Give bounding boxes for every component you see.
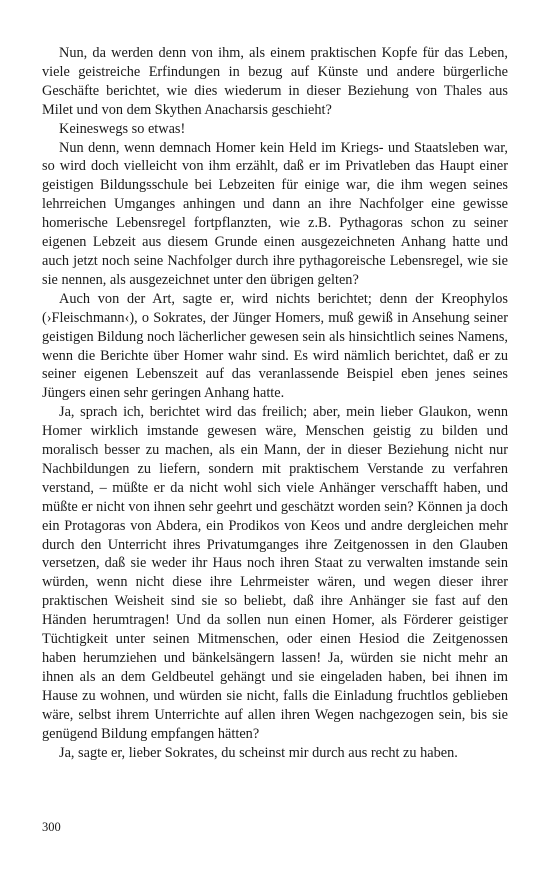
page-body: [42, 44, 508, 762]
paragraph-3: Nun denn, wenn demnach Homer kein Held im Kriegs- und Staatsleben war, so wird doch vielleicht von ihm erzählt, daß er im Privatleben das Haupt einer geistigen Bildungsschule bei Lebzeiten für einige war, die ihm wegen seines lehrreichen Umganges anhingen und dann an ihre Nachfolger eine gewisse homerische Lebensregel fortpflanzten, wie z.B. Pythagoras schon zu seiner eigenen Lebzeit aus diesem Grunde einen ausgezeichneten Anhang hatte und auch jetzt noch seine Nachfolger durch ihre pythagoreische Lebensregel, wie sie sie nennen, als ausgezeichnet unter den übrigen gelten?: [42, 139, 508, 288]
paragraph-6: Ja, sagte er, lieber Sokrates, du scheinst mir durch aus recht zu haben.: [59, 744, 458, 761]
page-number: 300: [42, 820, 61, 834]
paragraph-1: Nun, da werden denn von ihm, als einem praktischen Kopfe für das Leben, viele geistreiche Erfindungen in bezug auf Künste und andere bürgerliche Geschäfte berichtet, wie dies wiederum in dieser Beziehung von Thales aus Milet und von dem Skythen Anacharsis geschieht?: [42, 45, 508, 118]
paragraph-5: Ja, sprach ich, berichtet wird das freilich; aber, mein lieber Glaukon, wenn Homer wirklich imstande gewesen wäre, Menschen geistig zu bilden und moralisch besser zu machen, als ein Mann, der in dieser Beziehung nicht nur Nachbildungen zu liefern, sondern mit praktischem Verstande zu verfahren verstand, – müßte er da nicht wohl sich viele Anhänger verschafft haben, und müßte er nicht von ihnen sehr geehrt und geschätzt worden sein? Können ja doch ein Protagoras von Abdera, ein Prodikos von Keos und andre dergleichen mehr durch den Unterricht ihres Privatumganges ihre Zeitgenossen in den Glauben versetzen, daß sie weder ihr Haus noch ihren Staat zu verwalten imstande sein würden, wenn nicht diese ihre Lehrmeister wären, und wegen dieser ihrer praktischen Weisheit sind sie so beliebt, daß ihre Anhänger sie fast auf den Händen herumtragen! Und da sollen nun einen Homer, als Förderer geistiger Tüchtigkeit unter seinen Mitmenschen, oder einen Hesiod die Zeitgenossen haben herumziehen und bänkelsängern lassen! Ja, würden sie nicht mehr an ihnen als an dem Geldbeutel gehängt und sie eingeladen haben, bei ihnen im Hause zu wohnen, und würden sie nicht, falls die Einladung fruchtlos geblieben wäre, selbst ihrem Unterrichte auf allen ihren Wegen nachgezogen sein, bis sie genügend Bildung empfangen hätten?: [42, 404, 508, 742]
paragraph-2: Keineswegs so etwas!: [59, 120, 186, 137]
paragraph-4: Auch von der Art, sagte er, wird nichts berichtet; denn der Kreophylos (›Fleischmann‹), o Sokrates, der Jünger Homers, muß gewiß in Ansehung seiner geistigen Bildung noch lächerlicher gewesen sein als hinsichtlich seines Namens, wenn die Berichte über Homer wahr sind. Es wird nämlich berichtet, daß er zu seiner eigenen Lebenszeit auf das veranlassende Beispiel eben jenes seines Jüngers einen sehr geringen Anhang hatte.: [42, 290, 508, 402]
